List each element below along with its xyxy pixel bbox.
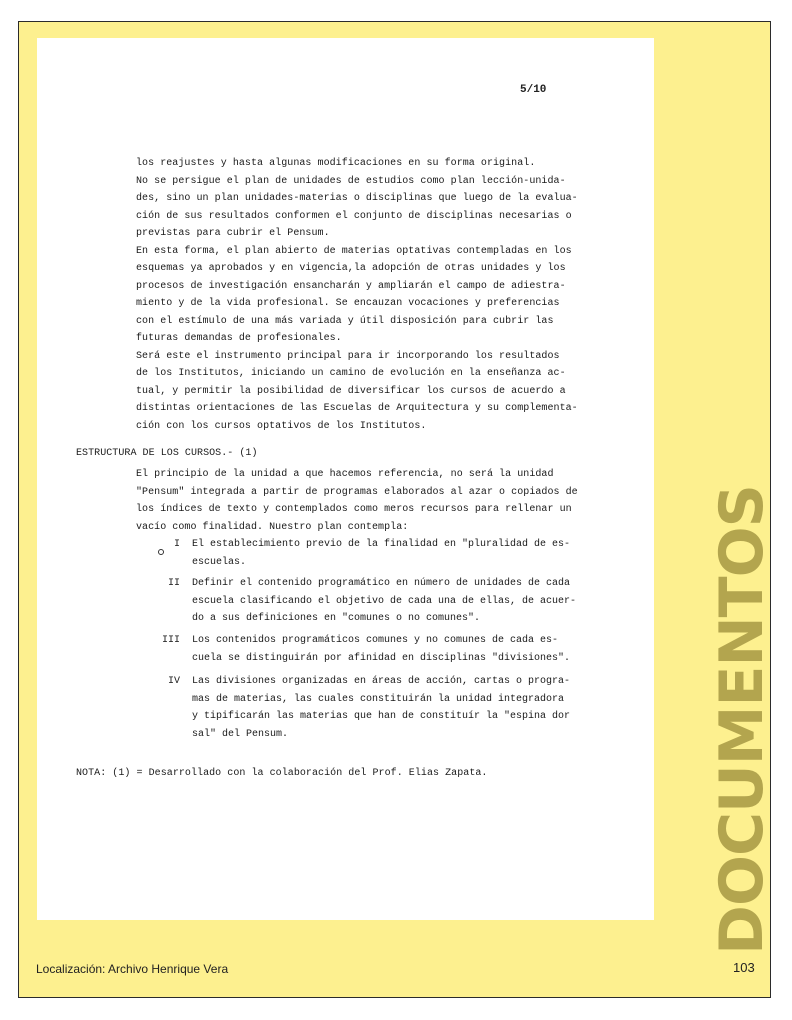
- footnote: NOTA: (1) = Desarrollado con la colaboración del Prof. Elias Zapata.: [76, 768, 488, 779]
- list-item-text: Los contenidos programáticos comunes y no comunes de cada es- cuela se distinguirán por afinidad en disciplinas "divisiones".: [192, 635, 571, 664]
- document-page-marker: 5/10: [520, 84, 547, 96]
- section-side-title: DOCUMENTOS: [707, 485, 777, 955]
- section-intro-text: El principio de la unidad a que hacemos referencia, no será la unidad "Pensum" integrada a partir de programas elaborados al azar o copiados de los índices de texto y contemplados como meros recursos para rellenar un vacío como finalidad. Nuestro plan contempla:: [136, 469, 578, 533]
- document-body-text: los reajustes y hasta algunas modificaciones en su forma original. No se persigue el plan de unidades de estudios como plan lección-unida- des, sino un plan unidades-materias o disciplinas que luego de la evalua- ción de sus resultados conformen el conjunto de disciplinas necesarias o previstas para cubrir el Pensum. En esta forma, el plan abierto de materias optativas contempladas en los esquemas ya aprobados y en vigencia,la adopción de otras unidades y los procesos de investigación ensancharán y ampliarán el campo de adiestra- miento y de la vida profesional. Se encauzan vocaciones y preferencias con el estímulo de una más variada y útil disposición para cubrir las futuras demandas de profesionales. Será este el instrumento principal para ir incorporando los resultados de los Institutos, iniciando un camino de evolución en la enseñanza ac- tual, y permitir la posibilidad de diversificar los cursos de acuerdo a distintas orientaciones de las Escuelas de Arquitectura y su complementa- ción con los cursos optativos de los Institutos.: [136, 158, 578, 432]
- list-item-number: I: [173, 539, 180, 550]
- list-item-number: IV: [167, 676, 180, 687]
- archive-location: Localización: Archivo Henrique Vera: [36, 962, 229, 976]
- list-item-number: III: [161, 635, 180, 646]
- list-item-text: Las divisiones organizadas en áreas de acción, cartas o progra- mas de materias, las cuales constituirán la unidad integradora y tipificarán las materias que han de constituír la "espina dor sal" del Pensum.: [192, 676, 571, 740]
- list-item-number: II: [167, 578, 180, 589]
- page-number: 103: [733, 960, 755, 975]
- section-heading: ESTRUCTURA DE LOS CURSOS.- (1): [76, 448, 258, 459]
- list-item-text: El establecimiento previo de la finalidad en "pluralidad de es- escuelas.: [192, 539, 571, 568]
- list-item-text: Definir el contenido programático en número de unidades de cada escuela clasificando el objetivo de cada una de ellas, de acuer- do a sus definiciones en "comunes o no comunes".: [192, 578, 577, 624]
